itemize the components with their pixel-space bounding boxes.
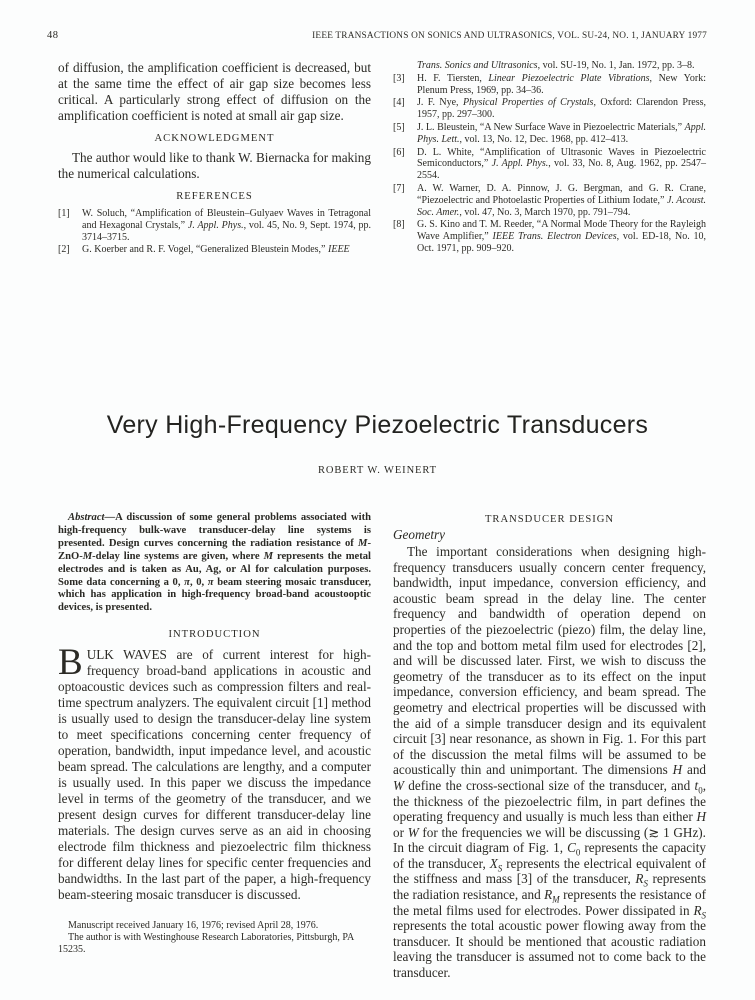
reference-text: G. S. Kino and T. M. Reeder, “A Normal Mode Theory for the Rayleigh Wave Amplifier,” IEEE Trans. Electron Devices, vol. ED-18, No. 10, Oct. 1971, pp. 909–920. [417,219,707,254]
references-heading: REFERENCES [176,191,253,202]
reference-label: [1] [58,208,70,219]
reference-item-7 [393,183,706,218]
reference-label: [6] [393,146,405,158]
reference-item-2-continuation [393,60,706,72]
abstract: Abstract—A discussion of some general problems associated with high-frequency bulk-wave transducer-delay line systems is presented. Design curves concerning the radiation resistance of M-ZnO-M-delay line systems are given, where M represents the metal electrodes and is taken as Au, Ag, or Al for calculation purposes. Some data concerning a 0, π, 0, π beam steering mosaic transducer, which has application in high-frequency broad-band acoustooptic devices, is presented. [58,512,372,614]
drop-cap: B [58,642,83,684]
diffusion-paragraph: of diffusion, the amplification coefficient is decreased, but at the same time the effect of air gap size becomes less critical. A particularly strong effect of diffusion on the amplification coefficient is noted at small air gap size. [58,60,371,123]
author-name: ROBERT W. WEINERT [318,465,437,476]
reference-item-3 [393,73,706,97]
introduction-heading: INTRODUCTION [168,629,261,641]
reference-label: [3] [393,72,405,84]
article-title: Very High-Frequency Piezoelectric Transducers [106,411,649,439]
acknowledgment-paragraph: The author would like to thank W. Biernacka for making the numerical calculations. [58,150,371,181]
running-head: IEEE TRANSACTIONS ON SONICS AND ULTRASONICS, VOL. SU-24, NO. 1, JANUARY 1977 [312,31,707,41]
reference-label: [5] [393,121,405,133]
reference-item-1 [58,208,371,243]
page-header [47,30,707,41]
reference-text: J. L. Bleustein, “A New Surface Wave in Piezoelectric Materials,” Appl. Phys. Lett., vol. 13, No. 12, Dec. 1968, pp. 412–413. [417,121,706,145]
reference-label: [8] [393,219,405,231]
reference-label: [2] [58,244,70,256]
reference-label: [7] [393,182,405,194]
transducer-design-heading: TRANSDUCER DESIGN [484,514,615,525]
reference-item-8 [393,219,706,254]
reference-item-5 [393,122,706,146]
manuscript-footnote [58,920,371,955]
article-body [58,512,706,981]
introduction-text: ULK WAVES are of current interest for high-frequency broad-band applications in acoustic and optoacoustic devices such as compression filters and real-time spectrum analyzers. The equivalent circuit [1] method is usually used to design the transducer-delay line system to meet specifications concerning center frequency of operation, bandwidth, input impedance level, and acoustic beam spread. The calculations are lengthy, and a computer is usually used. In this paper we discuss the impedance level in terms of the geometry of the transducer, and we present design curves for different transducer-delay line materials. The design curves serve as an aid in choosing electrode film thickness and piezoelectric film thickness for different delay lines for specific center frequencies and bandwidths. In the last part of the paper, a high-frequency beam-steering mosaic transducer is discussed. [58,647,371,903]
reference-text: Trans. Sonics and Ultrasonics, vol. SU-19, No. 1, Jan. 1972, pp. 3–8. [417,60,695,71]
reference-item-4 [393,97,706,121]
top-left-column [58,60,371,257]
reference-text: D. L. White, “Amplification of Ultrasonic Waves in Piezoelectric Semiconductors,” J. Appl. Phys., vol. 33, No. 8, Aug. 1962, pp. 2547–2554. [417,146,706,182]
reference-text: A. W. Warner, D. A. Pinnow, J. G. Bergman, and G. R. Crane, “Piezoelectric and Photoelastic Properties of Lithium Iodate,” J. Acoust. Soc. Amer., vol. 47, No. 3, March 1970, pp. 791–794. [417,182,706,218]
reference-text: J. F. Nye, Physical Properties of Crystals, Oxford: Clarendon Press, 1957, pp. 297–300. [417,97,706,121]
geometry-paragraph: The important considerations when designing high-frequency transducers usually concern center frequency, bandwidth, input impedance, conversion efficiency, and acoustic beam spread in the delay line. The center frequency and bandwidth of operation depend on properties of the piezoelectric (piezo) film, the delay line, and the top and bottom metal film used for electrodes [2], and will be discussed later. First, we wish to discuss the geometry of the transducer as to its effect on the input impedance, conversion efficiency, and beam spread. The geometry and electrical properties will be discussed with the aid of a simple transducer design and its equivalent circuit [3] near resonance, as shown in Fig. 1. For this part of the discussion the metal films will be assumed to be acoustically thin and unimportant. The dimensions H and W define the cross-sectional size of the transducer, and $t_0$, the thickness of the piezoelectric film, in part defines the operating frequency and usually is much less than either H or W for the frequencies we will be discussing (≳ 1 GHz). In the circuit diagram of Fig. 1, $C_0$ represents the capacity of the transducer, $X_S$ represents the electrical equivalent of the stiffness and mass [3] of the transducer, $R_S$ represents the radiation resistance, and $R_M$ represents the resistance of the metal films used for electrodes. Power dissipated in $R_S$ represents the total acoustic power flowing away from the transducer. It should be mentioned that acoustic radiation leaving the transducer is assumed not to come back to the transducer. [393,544,707,981]
previous-article-end [58,60,706,257]
reference-label: [4] [393,97,405,109]
footnote-received: Manuscript received January 16, 1976; revised April 28, 1976. [68,920,319,932]
reference-text: G. Koerber and R. F. Vogel, “Generalized Bleustein Modes,” IEEE [82,244,350,256]
reference-item-6 [393,147,706,182]
acknowledgment-heading: ACKNOWLEDGMENT [154,133,275,144]
footnote-affiliation: The author is with Westinghouse Research Laboratories, Pittsburgh, PA 15235. [58,932,354,955]
top-right-column [393,60,706,257]
page-number: 48 [47,30,59,41]
main-right-column [393,512,706,981]
reference-text: W. Soluch, “Amplification of Bleustein–Gulyaev Waves in Tetragonal and Hexagonal Crystals,” J. Appl. Phys., vol. 45, No. 9, Sept. 1974, pp. 3714–3715. [82,208,371,243]
main-left-column [58,512,371,981]
reference-text: H. F. Tiersten, Linear Piezoelectric Plate Vibrations, New York: Plenum Press, 1969, pp. 34–36. [417,72,706,96]
introduction-paragraph [58,642,371,903]
geometry-subheading: Geometry [393,527,445,542]
reference-item-2 [58,244,371,256]
